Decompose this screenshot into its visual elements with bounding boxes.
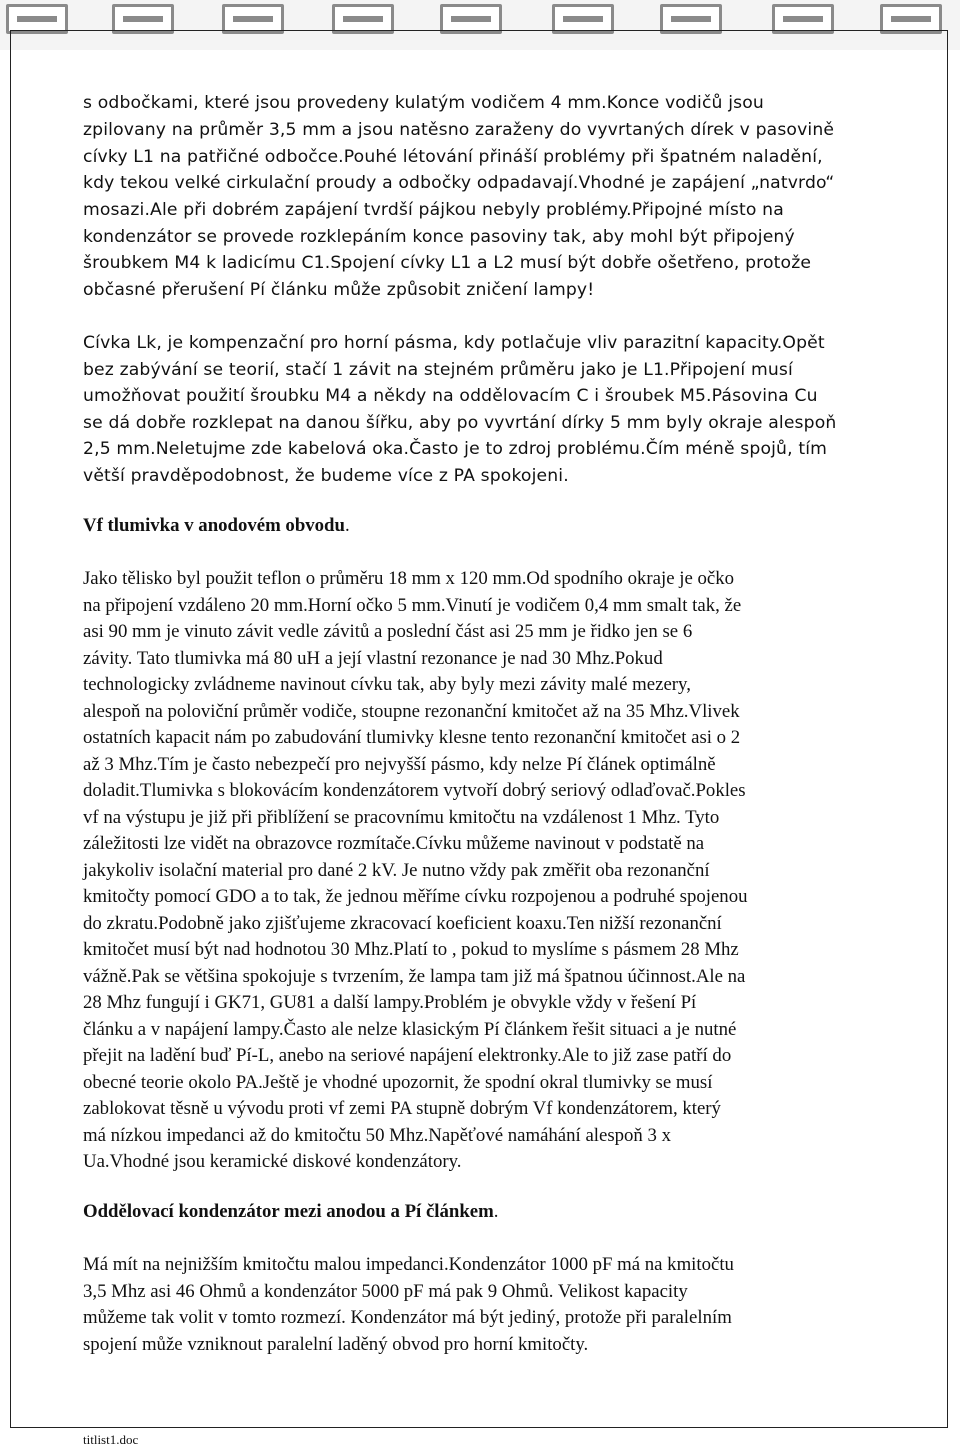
text-line: přejit na ladění buď Pí-L, anebo na seriové napájení elektronky.Ale to již zase patří do [83, 1045, 732, 1066]
section-heading-suffix: . [493, 1201, 499, 1222]
text-line: bez zabývání se teorií, stačí 1 závit na stejném průměru jako je L1.Připojení musí [83, 360, 793, 380]
text-line: kdy tekou velké cirkulační proudy a odbočky odpadavají.Vhodné je zapájení „natvrdo“ [83, 173, 835, 193]
text-line: závity. Tato tlumivka má 80 uH a její vlastní rezonance je nad 30 Mhz.Pokud [83, 648, 663, 669]
section-heading-text: Vf tlumivka v anodovém obvodu [83, 515, 345, 536]
text-line: doladit.Tlumivka s blokovácím kondenzátorem vytvoří dobrý seriový odlaďovač.Pokles [83, 780, 746, 801]
text-line: do zkratu.Podobně jako zjišťujeme zkracovací koeficient koaxu.Ten nižší rezonanční [83, 913, 722, 934]
text-line: Cívka Lk, je kompenzační pro horní pásma, kdy potlačuje vliv parazitní kapacity.Opět [83, 333, 825, 353]
text-line: spojení může vzniknout paralelní laděný obvod pro horní kmitočty. [83, 1334, 589, 1355]
section-heading [83, 513, 350, 539]
text-line: větší pravděpodobnost, že budeme více z PA spokojeni. [83, 466, 569, 486]
text-line: vážně.Pak se většina spokojuje s tvrzením, že lampa tam již má špatnou účinnost.Ale na [83, 966, 746, 987]
text-line: zpilovany na průměr 3,5 mm a jsou natěsno zaraženy do vyvrtaných dírek v pasovině [83, 120, 835, 140]
text-line: cívky L1 na patřičné odbočce.Pouhé létování přináší problémy při špatném naladění, [83, 147, 823, 167]
text-line: mosazi.Ale při dobrém zapájení tvrdší pájkou nebyly problémy.Připojné místo na [83, 200, 784, 220]
text-line: technologicky zvládneme navinout cívku tak, aby byly mezi závity malé mezery, [83, 674, 691, 695]
text-line: šroubkem M4 k ladicímu C1.Spojení cívky L1 a L2 musí být dobře ošetřeno, protože [83, 253, 812, 273]
text-line: článku a v napájení lampy.Často ale nelze klasickým Pí článkem řešit situaci a je nutné [83, 1019, 737, 1040]
text-line: záležitosti lze vidět na obrazovce rozmítače.Cívku můžeme navinout v podstatě na [83, 833, 705, 854]
text-line: vf na výstupu je již při přiblížení se pracovnímu kmitočtu na vzdálenost 1 Mhz. Tyto [83, 807, 720, 828]
text-line: 2,5 mm.Neletujme zde kabelová oka.Často je to zdroj problému.Čím méně spojů, tím [83, 439, 828, 459]
text-line: na připojení vzdáleno 20 mm.Horní očko 5 mm.Vinutí je vodičem 0,4 mm smalt tak, že [83, 595, 742, 616]
text-line: alespoň na poloviční průměr vodiče, stoupne rezonanční kmitočet až na 35 Mhz.Vlivek [83, 701, 740, 722]
text-line: Ua.Vhodné jsou keramické diskové kondenzátory. [83, 1151, 462, 1172]
text-line: zablokovat těsně u vývodu proti vf zemi PA stupně dobrým Vf kondenzátorem, který [83, 1098, 721, 1119]
text-line: se dá dobře rozklepat na danou šířku, aby po vyvrtání dírky 5 mm byly okraje alespoň [83, 413, 837, 433]
text-line: umožňovat použití šroubku M4 a někdy na oddělovacím C i šroubek M5.Pásovina Cu [83, 386, 818, 406]
text-line: jakykoliv isolační material pro dané 2 kV. Je nutno vždy pak změřit oba rezonanční [83, 860, 710, 881]
text-line: s odbočkami, které jsou provedeny kulatým vodičem 4 mm.Konce vodičů jsou [83, 93, 764, 113]
text-line: Jako tělisko byl použit teflon o průměru 18 mm x 120 mm.Od spodního okraje je očko [83, 568, 734, 589]
text-line: až 3 Mhz.Tím je často nebezpečí pro nejvyšší pásmo, kdy nelze Pí článek optimálně [83, 754, 716, 775]
text-line: obecné teorie okolo PA.Ještě je vhodné upozornit, že spodní okral tlumivky se musí [83, 1072, 713, 1093]
text-line: Má mít na nejnižším kmitočtu malou impedanci.Kondenzátor 1000 pF má na kmitočtu [83, 1254, 734, 1275]
section-heading-suffix: . [344, 515, 350, 536]
text-line: občasné přerušení Pí článku může způsobit zničení lampy! [83, 280, 595, 300]
text-line: má nízkou impedanci až do kmitočtu 50 Mhz.Napěťové namáhání alespoň 3 x [83, 1125, 671, 1146]
text-line: 28 Mhz fungují i GK71, GU81 a další lampy.Problém je obvykle vždy v řešení Pí [83, 992, 697, 1013]
text-line: kmitočty pomocí GDO a to tak, že jednou měříme cívku rozpojenou a podruhé spojenou [83, 886, 748, 907]
text-line: můžeme tak volit v tomto rozmezí. Kondenzátor má být jediný, protože při paralelním [83, 1307, 732, 1328]
section-heading [83, 1199, 498, 1225]
text-line: kondenzátor se provede rozklepáním konce pasoviny tak, aby mohl být připojený [83, 227, 795, 247]
section-heading-text: Oddělovací kondenzátor mezi anodou a Pí článkem [83, 1201, 494, 1222]
text-line: 3,5 Mhz asi 46 Ohmů a kondenzátor 5000 pF má pak 9 Ohmů. Velikost kapacity [83, 1281, 688, 1302]
text-line: kmitočet musí být nad hodnotou 30 Mhz.Platí to , pokud to myslíme s pásmem 28 Mhz [83, 939, 739, 960]
footer-filename: titlist1.doc [83, 1432, 139, 1447]
text-line: asi 90 mm je vinuto závit vedle závitů a poslední část asi 25 mm je řidko jen se 6 [83, 621, 693, 642]
text-line: ostatních kapacit nám po zabudování tlumivky klesne tento rezonanční kmitočet asi o 2 [83, 727, 741, 748]
